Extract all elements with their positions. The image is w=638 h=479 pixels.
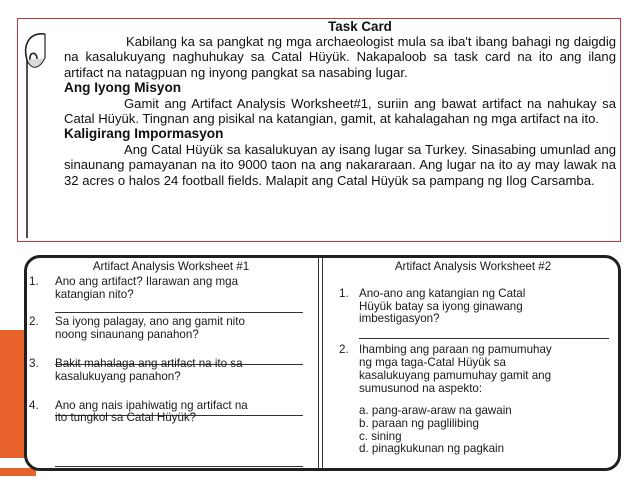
background-heading: Kaligirang Impormasyon xyxy=(64,126,224,142)
task-card-title: Task Card xyxy=(328,19,392,34)
question-line: Ano ang nais ipahiwatig ng artifact na xyxy=(55,398,248,412)
question-line: imbestigasyon? xyxy=(359,312,440,326)
question-line: katangian nito? xyxy=(55,287,134,301)
worksheet-1-title: Artifact Analysis Worksheet #1 xyxy=(92,260,250,273)
question-number: 2. xyxy=(339,343,349,357)
worksheet-1 xyxy=(27,258,315,425)
question-line: kasalukuyang panahon? xyxy=(55,369,181,383)
background-line: nakararaan. Ang lugar na ito ay may lawak na 32 acres o halos 24 xyxy=(64,157,616,188)
question-line: Ano ang artifact? Ilarawan ang mga xyxy=(55,274,239,288)
question-line: Ano-ano ang katangian ng Catal xyxy=(359,286,526,300)
question-number: 4. xyxy=(29,398,39,412)
scroll-curl-icon xyxy=(21,30,49,240)
intro-line: pangkat sa nasabing lugar. xyxy=(251,64,408,80)
worksheet-2-question-1 xyxy=(329,288,617,326)
question-number: 3. xyxy=(29,356,39,370)
question-number: 1. xyxy=(339,286,349,300)
question-line: sumusunod na aspekto: xyxy=(359,381,483,395)
background-line: Sinasabing umunlad ang sinaunang pamayanan na ito 9000 taon na ang xyxy=(64,141,617,173)
answer-line[interactable] xyxy=(55,312,303,313)
worksheet-2-title: Artifact Analysis Worksheet #2 xyxy=(394,260,552,273)
mission-line: kahalagahan ng mga artifact na ito. xyxy=(394,111,600,127)
mission-heading: Ang Iyong Misyon xyxy=(64,80,182,96)
worksheet-2 xyxy=(329,258,617,456)
background-paragraph xyxy=(64,142,616,188)
worksheet-2-question-2 xyxy=(329,344,617,395)
intro-line: Kabilang ka sa pangkat ng mga archaeologist mula sa iba't ibang xyxy=(126,34,508,49)
worksheet-1-question-1 xyxy=(27,276,315,302)
question-line: Sa iyong palagay, ano ang gamit nito xyxy=(55,315,245,329)
question-line: Ihambing ang paraan ng pamumuhay xyxy=(359,343,552,357)
task-card-body xyxy=(64,19,616,188)
question-number: 1. xyxy=(29,274,39,288)
worksheet-panel xyxy=(24,255,621,471)
question-line: ito tungkol sa Catal Hüyük? xyxy=(55,411,197,425)
question-line: Hüyük batay sa iyong ginawang xyxy=(359,299,523,313)
intro-paragraph xyxy=(64,34,616,80)
worksheet-1-question-4 xyxy=(27,400,315,426)
question-number: 2. xyxy=(29,315,39,329)
question-line: ng mga taga-Catal Hüyük sa xyxy=(359,355,506,369)
mission-line: Gamit ang Artifact Analysis Worksheet#1, suriin ang bawat artifact xyxy=(124,95,522,111)
mission-line: na nahukay sa Catal Hüyük. Tingnan ang pisikal na katangian, gamit, at xyxy=(64,95,616,127)
task-card xyxy=(17,18,621,242)
option-item: c. sining xyxy=(359,429,402,443)
worksheet-1-question-3 xyxy=(27,358,315,384)
question-line: kasalukuyang pamumuhay gamit ang xyxy=(359,368,552,382)
option-item: a. pang-araw-araw na gawain xyxy=(359,404,512,418)
question-line: noong sinaunang panahon? xyxy=(55,328,199,342)
answer-line[interactable] xyxy=(359,338,609,339)
background-line: Ang Catal Hüyük sa kasalukuyan ay isang lugar sa Turkey. xyxy=(124,141,468,157)
question-line: Bakit mahalaga ang artifact na ito sa xyxy=(55,356,243,370)
option-item: b. paraan ng paglilibing xyxy=(359,416,479,430)
answer-line[interactable] xyxy=(55,466,303,467)
column-divider xyxy=(318,258,323,468)
intro-line: Nakapaloob sa task card na ito ang ilang artifact na natagpuan ng inyong xyxy=(64,49,616,80)
option-item: d. pinagkukunan ng pagkain xyxy=(359,442,505,456)
orange-accent-stripe xyxy=(0,468,36,476)
mission-paragraph xyxy=(64,96,616,127)
background-line: football fields. Malapit ang Catal Hüyük sa pampang ng Ilog Carsamba. xyxy=(181,172,595,188)
intro-line: bahagi ng daigdig na kasalukuyang naghuhukay sa Catal Hüyük. xyxy=(64,34,617,65)
aspect-options xyxy=(329,405,617,455)
worksheet-1-question-2 xyxy=(27,316,315,342)
